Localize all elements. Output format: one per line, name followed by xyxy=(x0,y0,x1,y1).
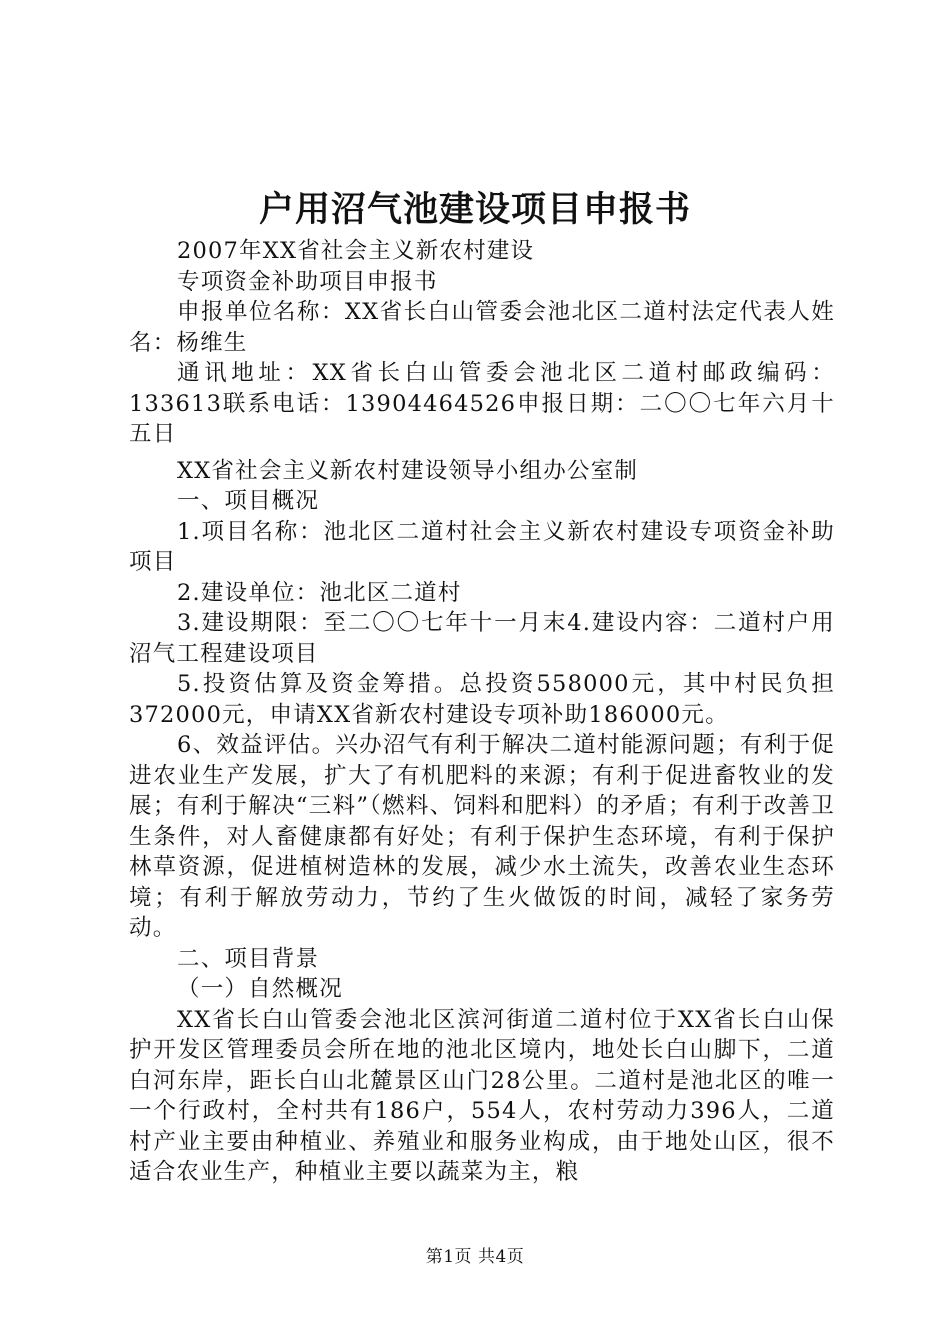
paragraph: 专项资金补助项目申报书 xyxy=(177,268,438,295)
section-heading: 二、项目背景 xyxy=(177,945,320,972)
paragraph: 5.投资估算及资金筹措。总投资558000元，其中村民负担372000元，申请XX省新农村建设专项补助186000元。 xyxy=(129,671,835,728)
paragraph: XX省长白山管委会池北区滨河街道二道村位于XX省长白山保护开发区管理委员会所在地的池北区境内，地处长白山脚下，二道白河东岸，距长白山北麓景区山门28公里。二道村是池北区的唯一一个行政村，全村共有186户，554人，农村劳动力396人，二道村产业主要由种植业、养殖业和服务业构成，由于地处山区，很不适合农业生产，种植业主要以蔬菜为主，粮 xyxy=(129,1006,835,1185)
document-title: 户用沼气池建设项目申报书 xyxy=(258,190,691,230)
paragraph: 通讯地址：XX省长白山管委会池北区二道村邮政编码：133613联系电话：13904464526申报日期：二〇〇七年六月十五日 xyxy=(129,360,835,447)
paragraph: 2.建设单位：池北区二道村 xyxy=(177,579,462,606)
paragraph: 6、效益评估。兴办沼气有利于解决二道村能源问题；有利于促进农业生产发展，扩大了有机肥料的来源；有利于促进畜牧业的发展；有利于解决“三料”（燃料、饲料和肥料）的矛盾；有利于改善卫生条件，对人畜健康都有好处；有利于保护生态环境，有利于保护林草资源，促进植树造林的发展，减少水土流失，改善农业生态环境；有利于解放劳动力，节约了生火做饭的时间，减轻了家务劳动。 xyxy=(129,732,835,941)
paragraph: 3.建设期限：至二〇〇七年十一月末4.建设内容：二道村户用沼气工程建设项目 xyxy=(129,610,835,667)
document-body xyxy=(129,236,835,1188)
paragraph: 1.项目名称：池北区二道村社会主义新农村建设专项资金补助项目 xyxy=(129,518,835,575)
paragraph: 2007年XX省社会主义新农村建设 xyxy=(177,238,535,264)
section-heading: 一、项目概况 xyxy=(177,488,320,514)
paragraph: 申报单位名称：XX省长白山管委会池北区二道村法定代表人姓名：杨维生 xyxy=(129,299,835,356)
paragraph: XX省社会主义新农村建设领导小组办公室制 xyxy=(177,457,639,484)
subsection-heading: （一）自然概况 xyxy=(177,976,343,1002)
page-number-footer: 第1页 共4页 xyxy=(425,1247,525,1267)
